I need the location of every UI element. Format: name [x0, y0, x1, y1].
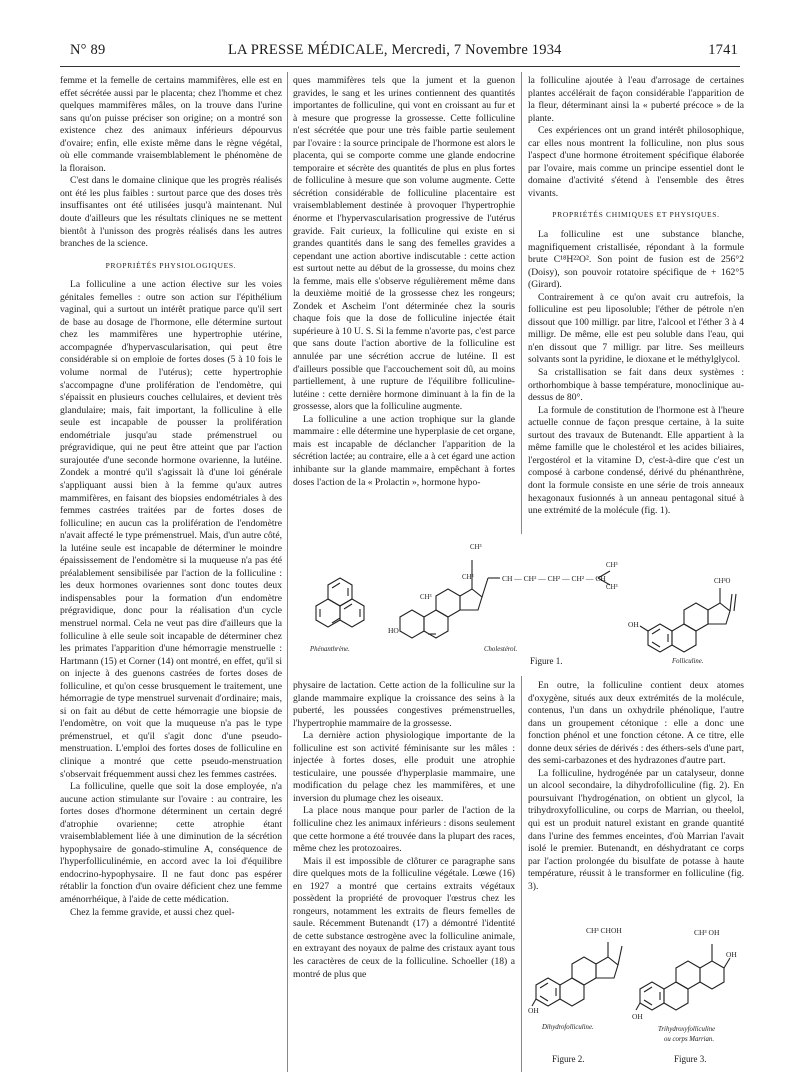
paragraph: la folliculine ajoutée à l'eau d'arrosage de certaines plantes accélérait de façon considérable l'apparition de la fleur, déterminant ainsi la « puberté précoce » de la plante. [528, 75, 744, 124]
chem-label: CH³ [606, 562, 618, 569]
column-divider-2a [521, 72, 522, 534]
column-2-bottom [293, 680, 515, 981]
page-header [70, 42, 738, 64]
paragraph: La folliculine est une substance blanche, magnifiquement cristallisée, répondant à la formule brute C¹⁸H²²O². Son point de fusion est de 256°2 (Doisy), son pouvoir rotatoire spécifique de + 162°5 (Girard). [528, 229, 744, 291]
column-3-bottom [528, 680, 744, 893]
page-number: 1741 [708, 42, 738, 58]
folliculine-structure [640, 588, 736, 652]
section-heading: PROPRIÉTÉS CHIMIQUES ET PHYSIQUES. [552, 210, 720, 220]
chem-label: OH [632, 1012, 643, 1021]
journal-title: LA PRESSE MÉDICALE, Mercredi, 7 Novembre 1934 [228, 42, 562, 58]
paragraph: La formule de constitution de l'hormone est à l'heure actuelle connue de façon presque certaine, à la suite surtout des travaux de Butenandt. Elle appartient à la même famille que le cholestérol et les acides biliaires, l'ergostérol et la vitamine D, c'est-à-dire que c'est un composé à carbone condensé, dérivé du phénanthrène, dont la formule consiste en une série de trois anneaux hexagonaux fusionnés à un anneau pentagonal situé à une extrémité de la molécule (fig. 1). [528, 404, 744, 517]
chem-label: CH³O [714, 578, 731, 585]
chem-chain: CH — CH² — CH² — CH² — CH [502, 574, 606, 583]
paragraph: ques mammifères tels que la jument et la guenon gravides, le sang et les urines contiennent des quantités importantes de folliculine, qui vont en croissant au fur et à mesure que progresse la grossesse. Cette folliculine n'est sécrétée que pour une très faible partie seulement par l'ovaire : la source principale de l'hormone est alors le placenta, qui se comporte comme une glande endocrine temporaire et sécrète des quantités de plus en plus fortes de folliculine à mesure que son volume augmente. Cette sécrétion considérable de folliculine placentaire est vraisemblablement destinée à provoquer l'hypertrophie énorme et l'hypervascularisation progressive de l'utérus gravide. Fait curieux, la folliculine qui existe en si grandes quantités dans le sang des femelles gravides a cependant une action abortive indiscutable : cette action est surtout nette au début de la grossesse, du moins chez la femme, mais elle s'observe régulièrement même dans la deuxième moitié de la grossesse chez les rongeurs; Zondek et Ascheim l'ont déterminée chez la souris chaque fois que la dose de folliculine injectée était supérieure à 10 U. S. Si la femme n'avorte pas, c'est parce que sans doute l'action abortive de la folliculine est annulée par une sécrétion accrue de lutéine. Il est d'ailleurs possible que l'accouchement soit dû, au moins partiellement, à une rupture de l'équilibre folliculine-lutéine : cette dernière hormone diminuant à la fin de la grossesse, alors que la folliculine augmente. [293, 75, 515, 413]
column-divider-2b [521, 676, 522, 1072]
paragraph: physaire de lactation. Cette action de la folliculine sur la glande mammaire explique la croissance des seins à la puberté, les poussées congestives prémenstruelles, l'hypertrophie mammaire de la grossesse. [293, 680, 515, 729]
column-3-top [528, 75, 744, 518]
paragraph: La folliculine a une action trophique sur la glande mammaire : elle détermine une hyperplasie de cet organe, mais est incapable de déclancher l'apparition de la sécrétion lactée; au contraire, elle a à cet égard une action inhibante sur la glande mammaire, empêchant à fortes doses l'action de la « Prolactin », hormone hypo- [293, 413, 515, 488]
figures-2-3 [528, 878, 744, 1078]
cholesterol-structure [400, 560, 610, 638]
column-1 [60, 75, 282, 919]
figure-caption: Figure 2. [552, 1054, 585, 1064]
paragraph: Ces expériences ont un grand intérêt philosophique, car elles nous montrent la folliculine, non plus sous l'aspect d'une hormone étroitement spécifique élaborée par l'ovaire, mais comme un principe essentiel dont le domaine d'activité s'étend à l'ensemble des êtres vivants. [528, 125, 744, 199]
paragraph: La folliculine, quelle que soit la dose employée, n'a aucune action stimulante sur l'ovaire : au contraire, les fortes doses d'hormone déterminent un certain degré d'atrophie ovarienne; cette atrophie étant vraisemblablement liée à une diminution de la sécrétion hypophysaire de gonado-stimuline A, conséquence de l'hyperfolliculinémie, en accord avec la loi d'équilibre endocrino-hypophysaire. Il ne faut donc pas espérer rétablir la fonction d'un ovaire déficient chez une femme aménorrhéique, à l'aide de cette médication. [60, 781, 282, 905]
header-rule [60, 66, 740, 67]
figure-label: Cholestérol. [484, 646, 518, 653]
chem-label: OH [528, 1006, 539, 1015]
figure-label: Phénanthrène. [310, 646, 350, 653]
chem-label: OH [726, 950, 737, 959]
chem-label: CH³ [462, 574, 474, 581]
chem-label: CH³ [470, 544, 482, 551]
paragraph: Contrairement à ce qu'on avait cru autrefois, la folliculine est peu liposoluble; l'éther de pétrole n'en dissout que 100 milligr. par litre, l'alcool et l'éther 3 à 4 milligr. De même, elle est peu soluble dans l'eau, qui n'en dissout que 7 milligr. par litre. Ses meilleurs solvants sont la pyridine, le dioxane et le méthylglycol. [528, 291, 744, 366]
column-2-top [293, 75, 515, 489]
paragraph: C'est dans le domaine clinique que les progrès réalisés ont été les plus faibles : surtout parce que des doses très insuffisantes ont été utilisées jusqu'à maintenant. Nul doute d'ailleurs que les résultats cliniques ne se mettent bientôt à l'unisson des progrès réalisés dans les autres branches de la science. [60, 175, 282, 250]
paragraph: Mais il est impossible de clôturer ce paragraphe sans dire quelques mots de la folliculine végétale. Lœwe (16) en 1927 a montré que certains extraits végétaux possèdent la propriété de provoquer l'œstrus chez les rongeurs, notamment les extraits de fleurs femelles de saule. Récemment Butenandt (17) a démontré l'identité de cette substance œstrogène avec la folliculine animale, en extrayant des noyaux de palme des cristaux ayant tous les caractères de ceux de la folliculine. Schoeller (18) a montré de plus que [293, 855, 515, 980]
chem-label: CH³ [420, 594, 432, 601]
paragraph: Chez la femme gravide, et aussi chez quel- [70, 906, 235, 918]
figure-1 [288, 538, 744, 670]
issue-number: N° 89 [70, 42, 106, 58]
paragraph: Sa cristallisation se fait dans deux systèmes : orthorhombique à basse température, monoclinique au-dessus de 80°. [528, 367, 744, 404]
paragraph: La folliculine, hydrogénée par un catalyseur, donne un alcool secondaire, la dihydrofolliculine (fig. 2). En poursuivant l'hydrogénation, on obtient un glycol, la trihydroxyfolliculine, ou corps de Marrian, ou theelol, qui est un produit naturel existant en grande quantité dans l'urine des femmes enceintes, d'où Marrian l'avait isolé le premier. Butenandt, en déshydratant ce corps par l'action prolongée du bisulfate de potasse à haute température, réussit à le transformer en folliculine (fig. 3). [528, 767, 744, 892]
phenanthrene-structure [316, 578, 364, 627]
figure-caption: Figure 3. [674, 1054, 707, 1064]
dihydrofolliculine-structure [532, 942, 622, 1006]
section-heading: PROPRIÉTÉS PHYSIOLOGIQUES. [105, 260, 237, 270]
figure-2-3-structures [528, 878, 744, 1078]
figure-label: Folliculine. [672, 658, 704, 665]
paragraph: La place nous manque pour parler de l'action de la folliculine chez les animaux inférieurs : disons seulement que cette hormone a été trouvée dans la plupart des races, même chez les protozoaires. [293, 805, 515, 855]
figure-label: ou corps Marrian. [664, 1036, 715, 1043]
figure-label: Trihydroxyfolliculine [658, 1026, 716, 1033]
trihydroxyfolliculine-structure [636, 944, 730, 1010]
figure-label: Dihydrofolliculine. [542, 1024, 594, 1031]
chem-label: OH [628, 620, 639, 629]
chem-label: CH³ CHOH [586, 926, 622, 935]
chem-label: CH³ [606, 584, 618, 591]
paragraph: femme et la femelle de certains mammifères, elle est en effet sécrétée aussi par le placenta; chez l'homme et chez quelques mammifères mâles, on la trouve dans l'urine sans qu'on puisse préciser son origine; on a montré son existence chez des animaux inférieurs dépourvus d'ovaire; enfin, elle existe même dans le règne végétal, où elle commande vraisemblablement le phénomène de la floraison. [60, 75, 282, 174]
paragraph: La folliculine a une action élective sur les voies génitales femelles : outre son action sur l'épithélium vaginal, qui a surtout un intérêt pratique parce qu'il sert de base au dosage de l'hormone, elle détermine surtout chez les mammifères une hypertrophie utérine, accompagnée d'hypervascularisation, qui peut être considérable si on emploie de fortes doses (5 à 10 fois le volume normal de l'utérus); cette hypertrophie s'accompagne d'une prolifération de l'endomètre, qui s'épaissit en plusieurs couches cellulaires, et devient très glandulaire; mais, fait important, la folliculine à elle seule est incapable de pousser la prolifération endométriale jusqu'au stade prémenstruel ou prégravidique, qui ne peut être atteint que par l'action surajoutée d'une seconde hormone ovarienne, la lutéine. Zondek a montré qu'il s'agissait là d'une loi générale s'appliquant aussi bien à la femme qu'aux autres mammifères, en faisant des biopsies endométriales à des femmes castrées traitées par de fortes doses de folliculine; en aucun cas la prolifération de l'endomètre n'avait affecté le type prémenstruel. Mais, d'un autre côté, la lutéine seule est incapable de déterminer le moindre épaississement de l'endomètre si la muqueuse n'a pas été préalablement sensibilisée par l'action de la folliculine : les deux hormones ovariennes sont donc toutes deux indispensables pour la formation d'un endomètre prégravidique, donc pour la réalisation d'un cycle menstruel normal. Cela ne veut pas dire d'ailleurs que la folliculine à elle seule soit incapable de déterminer chez les primates l'apparition d'une hémorragie menstruelle : Hartmann (15) et Corner (14) ont montré, en effet, qu'il si on injecte à des guenons castrées de fortes doses de folliculine, et qu'on cesse brusquement le traitement, une hémorragie de type menstruel survenait d'ordinaire; mais, si on fait au début de cette hémorragie une biopsie de l'endomètre, on voit que la muqueuse n'a pas le type prémenstruel, et qu'il s'agit donc d'une pseudo-menstruation. L'emploi des fortes doses de folliculine en clinique a montré que cette pseudo-menstruation s'observait fréquemment aussi chez les femmes castrées. [60, 279, 282, 780]
figure-caption: Figure 1. [530, 656, 563, 666]
paragraph: En outre, la folliculine contient deux atomes d'oxygène, situés aux deux extrémités de la molécule, contenus, l'un dans un oxhydrile phénolique, l'autre dans un groupement cétonique : elle a donc une fonction phénol et une fonction cétone. A ce titre, elle donne deux séries de dérivés : des éthers-sels d'une part, des semi-carbazones et des hydrazones d'autre part. [528, 680, 744, 767]
paragraph: La dernière action physiologique importante de la folliculine est son activité féminisante sur les mâles : injectée à fortes doses, elle produit une atrophie testiculaire, une poussée d'hyperplasie mammaire, une modification du pelage chez les mammifères, et une inversion du plumage chez les oiseaux. [293, 730, 515, 804]
chem-label: HO [388, 626, 399, 635]
chem-label: CH³ OH [694, 928, 720, 937]
